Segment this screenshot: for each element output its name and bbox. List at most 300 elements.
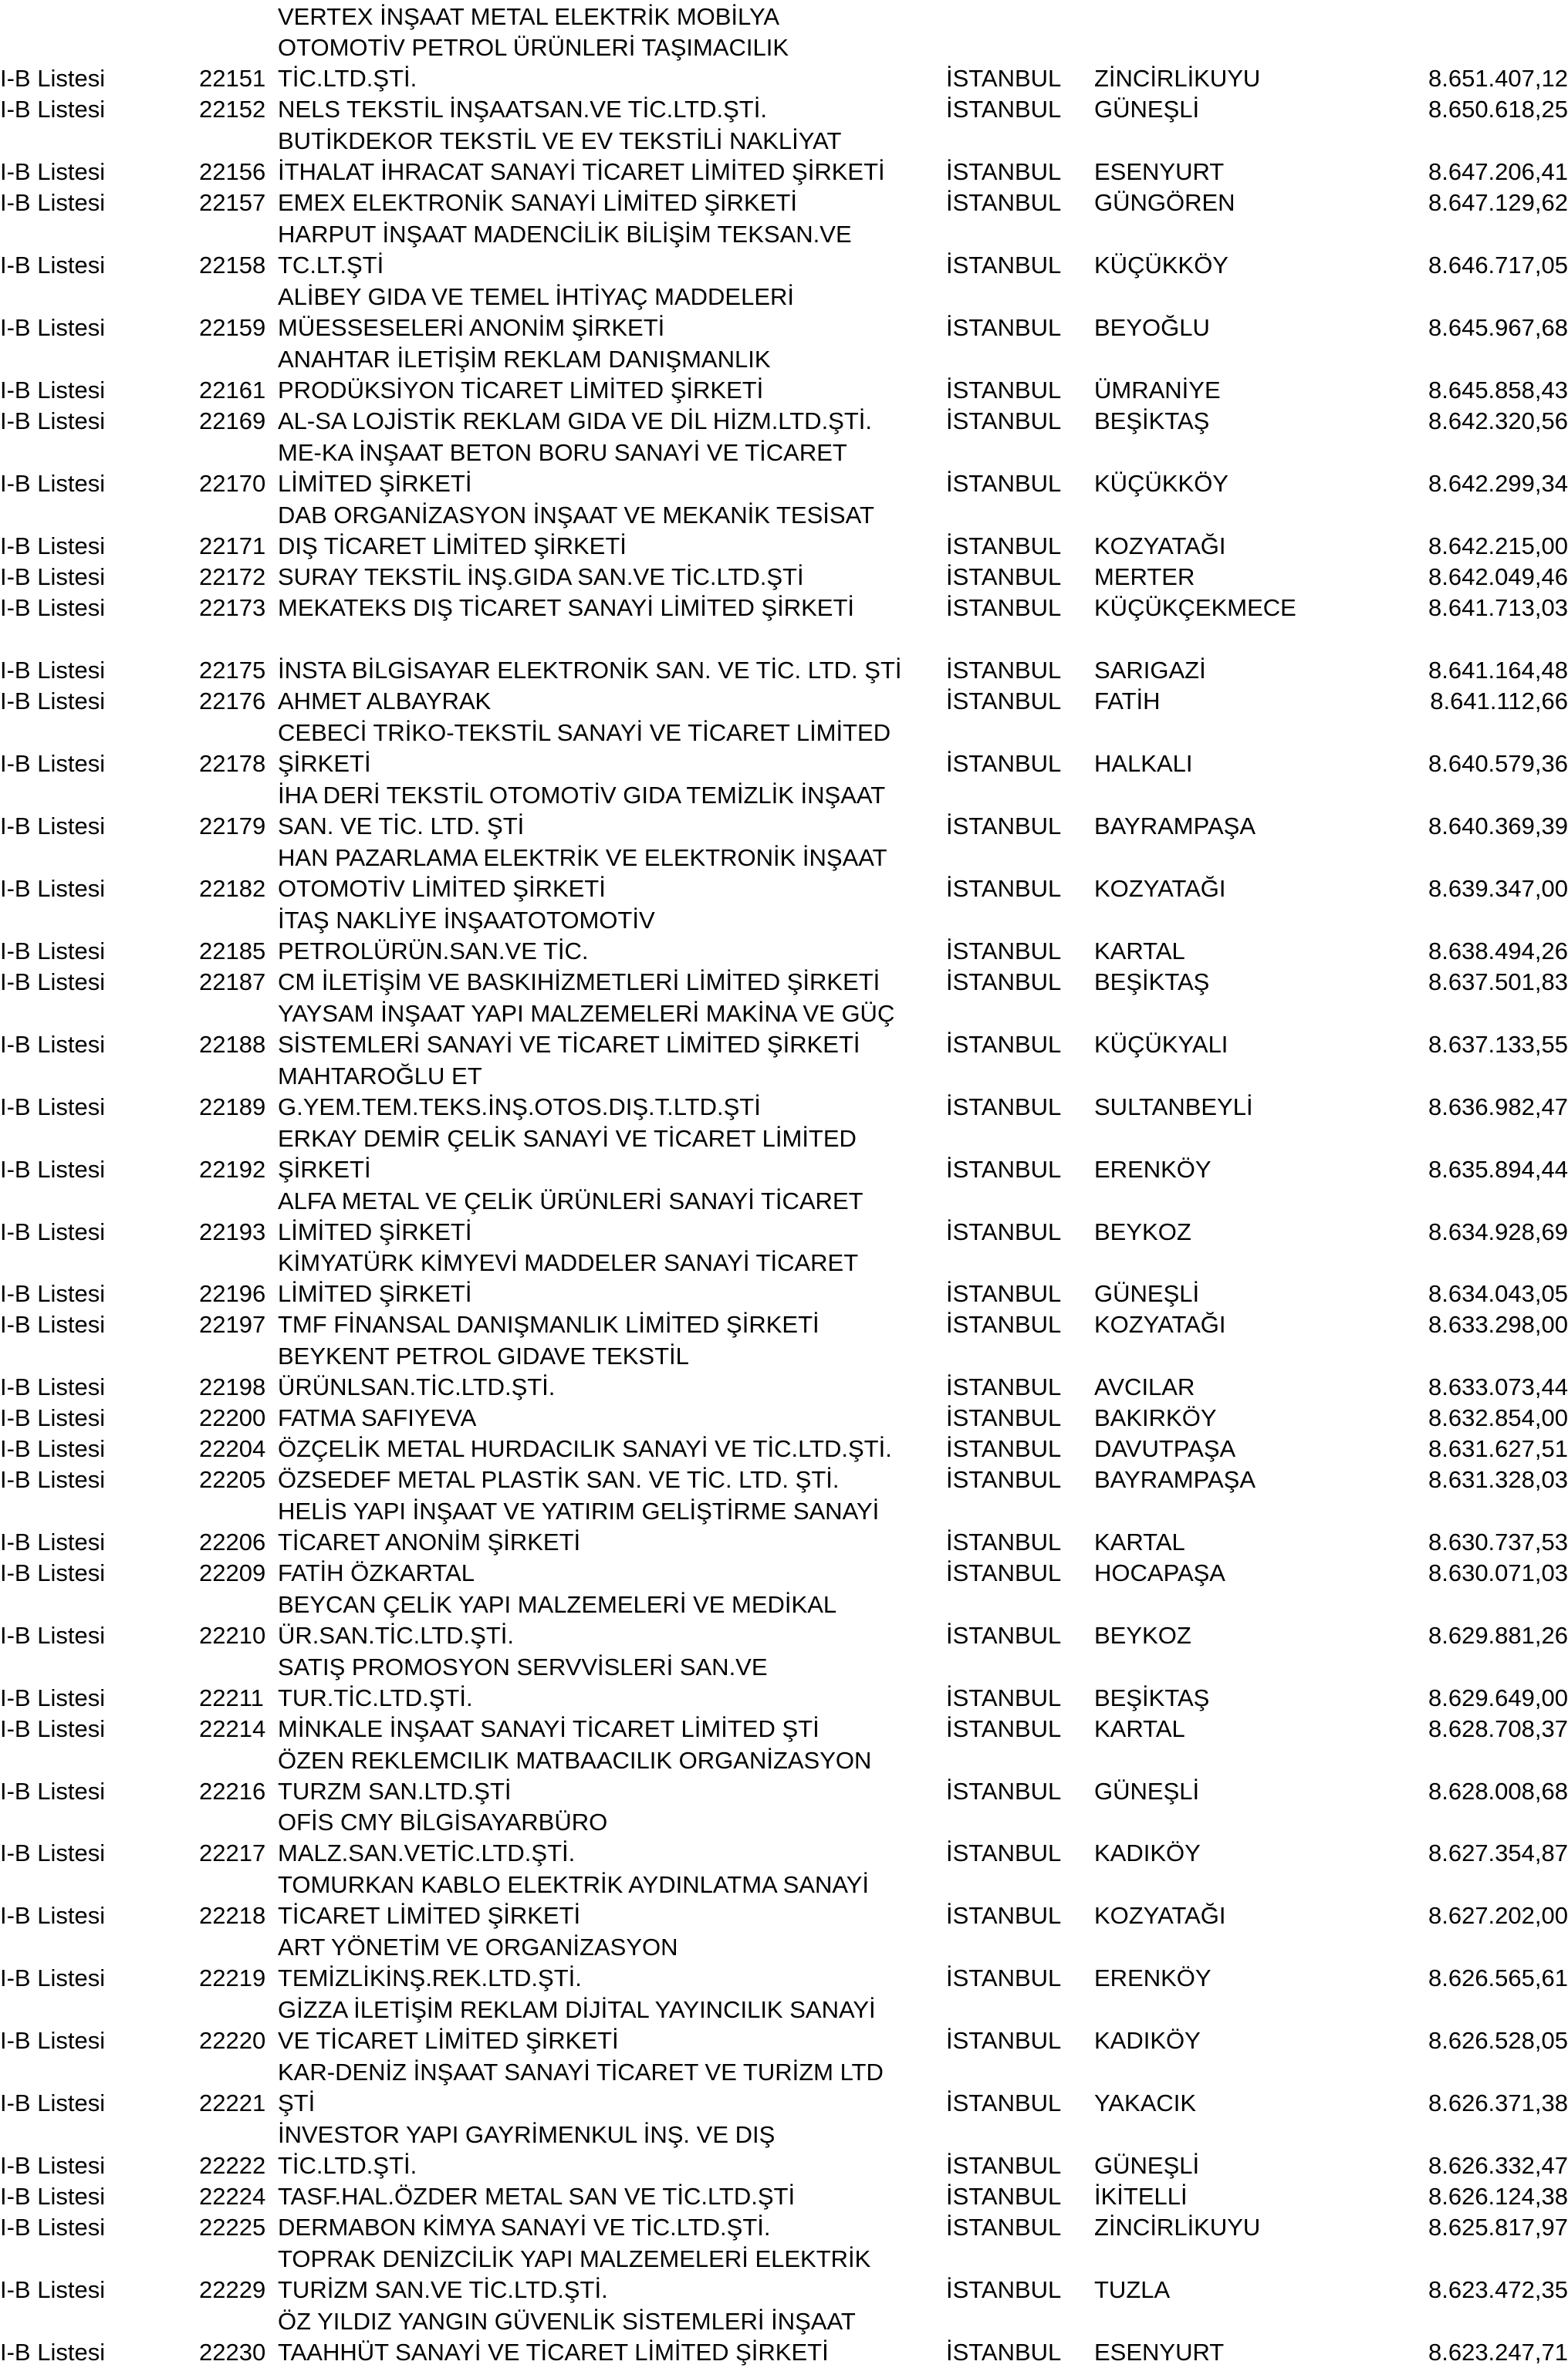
table-row bbox=[0, 780, 1568, 842]
amount-cell: 8.632.854,00 bbox=[1428, 1404, 1568, 1431]
company-name-line: SATIŞ PROMOSYON SERVVİSLERİ SAN.VE bbox=[278, 1654, 768, 1681]
list-type-cell: I-B Listesi bbox=[0, 1280, 106, 1307]
amount-cell: 8.629.649,00 bbox=[1428, 1684, 1568, 1711]
district-cell: DAVUTPAŞA bbox=[1094, 1435, 1236, 1462]
company-name-cell bbox=[278, 1464, 957, 1495]
company-name-line: ANAHTAR İLETİŞİM REKLAM DANIŞMANLIK bbox=[278, 346, 771, 373]
city-cell: İSTANBUL bbox=[946, 1156, 1062, 1183]
company-name-cell bbox=[278, 1248, 957, 1309]
company-name-cell bbox=[278, 2306, 957, 2368]
city-cell: İSTANBUL bbox=[946, 968, 1062, 995]
record-number-cell: 22197 bbox=[199, 1311, 266, 1338]
table-row bbox=[0, 1870, 1568, 1931]
city-cell: İSTANBUL bbox=[946, 812, 1062, 839]
table-row bbox=[0, 967, 1568, 998]
amount-cell: 8.642.049,46 bbox=[1428, 563, 1568, 590]
list-type-cell: I-B Listesi bbox=[0, 1404, 106, 1431]
company-name-line: TMF FİNANSAL DANIŞMANLIK LİMİTED ŞİRKETİ bbox=[278, 1311, 819, 1338]
company-name-cell bbox=[278, 1123, 957, 1185]
city-cell: İSTANBUL bbox=[946, 1964, 1062, 1991]
company-name-cell bbox=[278, 437, 957, 499]
city-cell: İSTANBUL bbox=[946, 189, 1062, 216]
amount-cell: 8.646.717,05 bbox=[1428, 252, 1568, 279]
district-cell: BEYOĞLU bbox=[1094, 314, 1210, 341]
district-cell: KOZYATAĞI bbox=[1094, 1902, 1226, 1929]
amount-cell: 8.636.982,47 bbox=[1428, 1093, 1568, 1120]
company-name-line: HELİS YAPI İNŞAAT VE YATIRIM GELİŞTİRME SANAYİ bbox=[278, 1498, 880, 1525]
company-name-line: FATMA SAFIYEVA bbox=[278, 1404, 477, 1431]
amount-cell: 8.631.627,51 bbox=[1428, 1435, 1568, 1462]
company-name-line: ALFA METAL VE ÇELİK ÜRÜNLERİ SANAYİ TİCARET bbox=[278, 1187, 863, 1214]
company-name-cell bbox=[278, 1932, 957, 1994]
record-number-cell: 22224 bbox=[199, 2183, 266, 2210]
company-name-line: ŞİRKETİ bbox=[278, 1156, 371, 1183]
company-name-cell bbox=[278, 1309, 957, 1340]
table-row bbox=[0, 1714, 1568, 1745]
table-row bbox=[0, 2120, 1568, 2181]
district-cell: GÜNEŞLİ bbox=[1094, 1778, 1200, 1805]
record-number-cell: 22182 bbox=[199, 875, 266, 902]
district-cell: KOZYATAĞI bbox=[1094, 1311, 1226, 1338]
city-cell: İSTANBUL bbox=[946, 252, 1062, 279]
list-type-cell: I-B Listesi bbox=[0, 594, 106, 621]
table-row bbox=[0, 1932, 1568, 1994]
company-name-line: SAN. VE TİC. LTD. ŞTİ bbox=[278, 812, 525, 839]
district-cell: BAYRAMPAŞA bbox=[1094, 812, 1256, 839]
city-cell: İSTANBUL bbox=[946, 407, 1062, 434]
table-row bbox=[0, 655, 1568, 686]
list-type-cell: I-B Listesi bbox=[0, 2276, 106, 2303]
record-number-cell: 22216 bbox=[199, 1778, 266, 1805]
table-row bbox=[0, 1434, 1568, 1464]
company-name-cell bbox=[278, 282, 957, 343]
list-type-cell: I-B Listesi bbox=[0, 65, 106, 92]
list-type-cell: I-B Listesi bbox=[0, 1684, 106, 1711]
company-name-line: ME-KA İNŞAAT BETON BORU SANAYİ VE TİCARET bbox=[278, 439, 847, 466]
company-name-cell bbox=[278, 998, 957, 1060]
city-cell: İSTANBUL bbox=[946, 1435, 1062, 1462]
list-type-cell: I-B Listesi bbox=[0, 1622, 106, 1649]
amount-cell: 8.630.071,03 bbox=[1428, 1559, 1568, 1586]
record-number-cell: 22225 bbox=[199, 2214, 266, 2241]
list-type-cell: I-B Listesi bbox=[0, 96, 106, 123]
record-number-cell: 22229 bbox=[199, 2276, 266, 2303]
record-number-cell: 22211 bbox=[199, 1684, 264, 1711]
company-name-line: ERKAY DEMİR ÇELİK SANAYİ VE TİCARET LİMİTED bbox=[278, 1125, 857, 1152]
district-cell: BEYKOZ bbox=[1094, 1622, 1191, 1649]
company-name-line: TURZM SAN.LTD.ŞTİ bbox=[278, 1778, 512, 1805]
record-number-cell: 22198 bbox=[199, 1373, 266, 1400]
company-name-line: ÖZÇELİK METAL HURDACILIK SANAYİ VE TİC.LTD.ŞTİ. bbox=[278, 1435, 892, 1462]
district-cell: FATİH bbox=[1094, 687, 1161, 714]
city-cell: İSTANBUL bbox=[946, 1529, 1062, 1556]
amount-cell: 8.641.112,66 bbox=[1430, 687, 1568, 714]
table-row bbox=[0, 686, 1568, 717]
record-number-cell: 22172 bbox=[199, 563, 266, 590]
company-name-line: İNSTA BİLGİSAYAR ELEKTRONİK SAN. VE TİC. LTD. ŞTİ bbox=[278, 657, 902, 684]
list-type-cell: I-B Listesi bbox=[0, 2089, 106, 2116]
list-type-cell: I-B Listesi bbox=[0, 2183, 106, 2210]
list-type-cell: I-B Listesi bbox=[0, 2214, 106, 2241]
company-name-line: HARPUT İNŞAAT MADENCİLİK BİLİŞİM TEKSAN.VE bbox=[278, 221, 852, 248]
company-name-line: ÖZEN REKLEMCILIK MATBAACILIK ORGANİZASYON bbox=[278, 1747, 872, 1774]
company-name-line: BEYKENT PETROL GIDAVE TEKSTİL bbox=[278, 1343, 689, 1370]
city-cell: İSTANBUL bbox=[946, 875, 1062, 902]
company-name-line: TİCARET LİMİTED ŞİRKETİ bbox=[278, 1902, 581, 1929]
record-number-cell: 22158 bbox=[199, 252, 266, 279]
company-name-line: TASF.HAL.ÖZDER METAL SAN VE TİC.LTD.ŞTİ bbox=[278, 2183, 796, 2210]
city-cell: İSTANBUL bbox=[946, 1466, 1062, 1493]
list-type-cell: I-B Listesi bbox=[0, 407, 106, 434]
list-type-cell: I-B Listesi bbox=[0, 1839, 106, 1866]
amount-cell: 8.645.967,68 bbox=[1428, 314, 1568, 341]
city-cell: İSTANBUL bbox=[946, 2339, 1062, 2366]
company-name-line: BUTİKDEKOR TEKSTİL VE EV TEKSTİLİ NAKLİYAT bbox=[278, 127, 842, 154]
table-row bbox=[0, 2212, 1568, 2243]
table-row bbox=[0, 562, 1568, 593]
company-name-line: TİCARET ANONİM ŞİRKETİ bbox=[278, 1529, 581, 1556]
district-cell: KÜÇÜKÇEKMECE bbox=[1094, 594, 1296, 621]
district-cell: YAKACIK bbox=[1094, 2089, 1197, 2116]
record-number-cell: 22156 bbox=[199, 158, 266, 185]
record-number-cell: 22210 bbox=[199, 1622, 266, 1649]
company-name-line: ŞİRKETİ bbox=[278, 750, 371, 777]
amount-cell: 8.650.618,25 bbox=[1428, 96, 1568, 123]
company-name-line: ÜRÜNLSAN.TİC.LTD.ŞTİ. bbox=[278, 1373, 556, 1400]
company-name-line: TC.LT.ŞTİ bbox=[278, 252, 384, 279]
record-number-cell: 22230 bbox=[199, 2339, 266, 2366]
record-number-cell: 22192 bbox=[199, 1156, 266, 1183]
table-row bbox=[0, 2057, 1568, 2119]
city-cell: İSTANBUL bbox=[946, 1778, 1062, 1805]
amount-cell: 8.623.472,35 bbox=[1428, 2276, 1568, 2303]
district-cell: MERTER bbox=[1094, 563, 1195, 590]
list-type-cell: I-B Listesi bbox=[0, 189, 106, 216]
amount-cell: 8.634.928,69 bbox=[1428, 1218, 1568, 1245]
district-cell: BAKIRKÖY bbox=[1094, 1404, 1217, 1431]
amount-cell: 8.637.133,55 bbox=[1428, 1031, 1568, 1058]
company-name-line: OFİS CMY BİLGİSAYARBÜRO bbox=[278, 1809, 608, 1836]
city-cell: İSTANBUL bbox=[946, 1559, 1062, 1586]
table-row bbox=[0, 1558, 1568, 1589]
city-cell: İSTANBUL bbox=[946, 1373, 1062, 1400]
company-name-cell bbox=[278, 1745, 957, 1807]
amount-cell: 8.629.881,26 bbox=[1428, 1622, 1568, 1649]
district-cell: KÜÇÜKKÖY bbox=[1094, 470, 1228, 497]
amount-cell: 8.633.073,44 bbox=[1428, 1373, 1568, 1400]
company-name-line: MEKATEKS DIŞ TİCARET SANAYİ LİMİTED ŞİRKETİ bbox=[278, 594, 855, 621]
company-name-cell bbox=[278, 1061, 957, 1123]
amount-cell: 8.641.713,03 bbox=[1428, 594, 1568, 621]
district-cell: KARTAL bbox=[1094, 937, 1185, 964]
list-type-cell: I-B Listesi bbox=[0, 2152, 106, 2179]
company-name-cell bbox=[278, 187, 957, 218]
company-name-line: HAN PAZARLAMA ELEKTRİK VE ELEKTRONİK İNŞAAT bbox=[278, 844, 887, 871]
amount-cell: 8.642.320,56 bbox=[1428, 407, 1568, 434]
record-number-cell: 22173 bbox=[199, 594, 266, 621]
company-name-cell bbox=[278, 2057, 957, 2119]
company-name-cell bbox=[278, 562, 957, 593]
company-name-line: CM İLETİŞİM VE BASKIHİZMETLERİ LİMİTED ŞİRKETİ bbox=[278, 968, 880, 995]
district-cell: ZİNCİRLİKUYU bbox=[1094, 65, 1261, 92]
district-cell: İKİTELLİ bbox=[1094, 2183, 1188, 2210]
district-cell: GÜNEŞLİ bbox=[1094, 1280, 1200, 1307]
record-number-cell: 22209 bbox=[199, 1559, 266, 1586]
company-name-cell bbox=[278, 94, 957, 125]
city-cell: İSTANBUL bbox=[946, 750, 1062, 777]
company-name-line: TİC.LTD.ŞTİ. bbox=[278, 2152, 417, 2179]
company-name-line: VERTEX İNŞAAT METAL ELEKTRİK MOBİLYA bbox=[278, 3, 780, 30]
table-row bbox=[0, 2306, 1568, 2368]
table-row bbox=[0, 593, 1568, 623]
city-cell: İSTANBUL bbox=[946, 96, 1062, 123]
table-row bbox=[0, 344, 1568, 406]
company-name-cell bbox=[278, 593, 957, 623]
city-cell: İSTANBUL bbox=[946, 1622, 1062, 1649]
list-type-cell: I-B Listesi bbox=[0, 314, 106, 341]
amount-cell: 8.638.494,26 bbox=[1428, 937, 1568, 964]
city-cell: İSTANBUL bbox=[946, 1280, 1062, 1307]
table-row bbox=[0, 1745, 1568, 1807]
city-cell: İSTANBUL bbox=[946, 937, 1062, 964]
amount-cell: 8.626.528,05 bbox=[1428, 2027, 1568, 2054]
company-name-cell bbox=[278, 1589, 957, 1651]
company-name-cell bbox=[278, 1341, 957, 1403]
amount-cell: 8.642.215,00 bbox=[1428, 532, 1568, 559]
company-name-line: MALZ.SAN.VETİC.LTD.ŞTİ. bbox=[278, 1839, 576, 1866]
record-number-cell: 22221 bbox=[199, 2089, 266, 2116]
record-number-cell: 22222 bbox=[199, 2152, 266, 2179]
table-row bbox=[0, 1464, 1568, 1495]
amount-cell: 8.634.043,05 bbox=[1428, 1280, 1568, 1307]
city-cell: İSTANBUL bbox=[946, 1218, 1062, 1245]
company-name-line: ART YÖNETİM VE ORGANİZASYON bbox=[278, 1934, 678, 1961]
company-name-line: ÖZSEDEF METAL PLASTİK SAN. VE TİC. LTD. ŞTİ. bbox=[278, 1466, 840, 1493]
city-cell: İSTANBUL bbox=[946, 2027, 1062, 2054]
company-name-line: KAR-DENİZ İNŞAAT SANAYİ TİCARET VE TURİZM LTD bbox=[278, 2059, 884, 2086]
district-cell: ERENKÖY bbox=[1094, 1156, 1211, 1183]
record-number-cell: 22171 bbox=[199, 532, 266, 559]
amount-cell: 8.651.407,12 bbox=[1428, 65, 1568, 92]
company-name-line: CEBECİ TRİKO-TEKSTİL SANAYİ VE TİCARET LİMİTED bbox=[278, 719, 891, 746]
company-name-cell bbox=[278, 1714, 957, 1745]
city-cell: İSTANBUL bbox=[946, 470, 1062, 497]
amount-cell: 8.635.894,44 bbox=[1428, 1156, 1568, 1183]
record-number-cell: 22176 bbox=[199, 687, 266, 714]
company-name-cell bbox=[278, 1434, 957, 1464]
list-type-cell: I-B Listesi bbox=[0, 750, 106, 777]
table-row bbox=[0, 406, 1568, 437]
company-name-line: ÖZ YILDIZ YANGIN GÜVENLİK SİSTEMLERİ İNŞAAT bbox=[278, 2308, 856, 2335]
company-name-line: YAYSAM İNŞAAT YAPI MALZEMELERİ MAKİNA VE GÜÇ bbox=[278, 1000, 895, 1027]
amount-cell: 8.639.347,00 bbox=[1428, 875, 1568, 902]
table-row bbox=[0, 126, 1568, 187]
company-name-cell bbox=[278, 2120, 957, 2181]
list-type-cell: I-B Listesi bbox=[0, 687, 106, 714]
amount-cell: 8.640.579,36 bbox=[1428, 750, 1568, 777]
record-number-cell: 22218 bbox=[199, 1902, 266, 1929]
table-row bbox=[0, 1403, 1568, 1434]
company-name-cell bbox=[278, 655, 957, 686]
list-type-cell: I-B Listesi bbox=[0, 2339, 106, 2366]
record-number-cell: 22214 bbox=[199, 1715, 266, 1742]
list-type-cell: I-B Listesi bbox=[0, 875, 106, 902]
company-name-cell bbox=[278, 500, 957, 562]
table-row bbox=[0, 437, 1568, 499]
city-cell: İSTANBUL bbox=[946, 563, 1062, 590]
district-cell: BAYRAMPAŞA bbox=[1094, 1466, 1256, 1493]
city-cell: İSTANBUL bbox=[946, 377, 1062, 404]
record-number-cell: 22205 bbox=[199, 1466, 266, 1493]
amount-cell: 8.641.164,48 bbox=[1428, 657, 1568, 684]
company-name-line: TAAHHÜT SANAYİ VE TİCARET LİMİTED ŞİRKETİ bbox=[278, 2339, 829, 2366]
city-cell: İSTANBUL bbox=[946, 1404, 1062, 1431]
amount-cell: 8.647.206,41 bbox=[1428, 158, 1568, 185]
company-name-line: TİC.LTD.ŞTİ. bbox=[278, 65, 417, 92]
list-type-cell: I-B Listesi bbox=[0, 1373, 106, 1400]
company-name-cell bbox=[278, 2244, 957, 2306]
table-row bbox=[0, 718, 1568, 779]
table-row bbox=[0, 1652, 1568, 1714]
city-cell: İSTANBUL bbox=[946, 2276, 1062, 2303]
district-cell: KADIKÖY bbox=[1094, 2027, 1201, 2054]
table-row bbox=[0, 1995, 1568, 2056]
company-name-line: ŞTİ bbox=[278, 2089, 316, 2116]
list-type-cell: I-B Listesi bbox=[0, 1902, 106, 1929]
district-cell: KARTAL bbox=[1094, 1529, 1185, 1556]
district-cell: HALKALI bbox=[1094, 750, 1193, 777]
record-number-cell: 22178 bbox=[199, 750, 266, 777]
table-row bbox=[0, 1123, 1568, 1185]
district-cell: ÜMRANİYE bbox=[1094, 377, 1221, 404]
city-cell: İSTANBUL bbox=[946, 2183, 1062, 2210]
list-type-cell: I-B Listesi bbox=[0, 532, 106, 559]
company-name-cell bbox=[278, 1652, 957, 1714]
record-number-cell: 22220 bbox=[199, 2027, 266, 2054]
list-type-cell: I-B Listesi bbox=[0, 1031, 106, 1058]
list-type-cell: I-B Listesi bbox=[0, 937, 106, 964]
company-name-line: VE TİCARET LİMİTED ŞİRKETİ bbox=[278, 2027, 619, 2054]
district-cell: BEŞİKTAŞ bbox=[1094, 407, 1210, 434]
table-row bbox=[0, 2181, 1568, 2212]
company-name-line: AL-SA LOJİSTİK REKLAM GIDA VE DİL HİZM.LTD.ŞTİ. bbox=[278, 407, 873, 434]
company-name-cell bbox=[278, 2212, 957, 2243]
company-name-cell bbox=[278, 843, 957, 904]
table-row bbox=[0, 219, 1568, 281]
company-name-cell bbox=[278, 1558, 957, 1589]
list-type-cell: I-B Listesi bbox=[0, 470, 106, 497]
company-name-cell bbox=[278, 2, 957, 94]
amount-cell: 8.645.858,43 bbox=[1428, 377, 1568, 404]
record-number-cell: 22204 bbox=[199, 1435, 266, 1462]
company-name-cell bbox=[278, 905, 957, 967]
list-type-cell: I-B Listesi bbox=[0, 252, 106, 279]
list-type-cell: I-B Listesi bbox=[0, 563, 106, 590]
amount-cell: 8.623.247,71 bbox=[1428, 2339, 1568, 2366]
list-type-cell: I-B Listesi bbox=[0, 1559, 106, 1586]
company-name-line: OTOMOTİV LİMİTED ŞİRKETİ bbox=[278, 875, 606, 902]
district-cell: BEŞİKTAŞ bbox=[1094, 968, 1210, 995]
company-name-line: PETROLÜRÜN.SAN.VE TİC. bbox=[278, 937, 589, 964]
record-number-cell: 22206 bbox=[199, 1529, 266, 1556]
record-number-cell: 22175 bbox=[199, 657, 266, 684]
record-number-cell: 22169 bbox=[199, 407, 266, 434]
amount-cell: 8.633.298,00 bbox=[1428, 1311, 1568, 1338]
company-name-line: ALİBEY GIDA VE TEMEL İHTİYAÇ MADDELERİ bbox=[278, 283, 794, 310]
list-type-cell: I-B Listesi bbox=[0, 2027, 106, 2054]
record-number-cell: 22157 bbox=[199, 189, 266, 216]
company-name-cell bbox=[278, 126, 957, 187]
district-cell: HOCAPAŞA bbox=[1094, 1559, 1225, 1586]
company-name-line: TOMURKAN KABLO ELEKTRİK AYDINLATMA SANAYİ bbox=[278, 1871, 870, 1898]
company-name-cell bbox=[278, 2181, 957, 2212]
amount-cell: 8.626.371,38 bbox=[1428, 2089, 1568, 2116]
record-number-cell: 22179 bbox=[199, 812, 266, 839]
amount-cell: 8.626.332,47 bbox=[1428, 2152, 1568, 2179]
city-cell: İSTANBUL bbox=[946, 594, 1062, 621]
list-type-cell: I-B Listesi bbox=[0, 1093, 106, 1120]
district-cell: KOZYATAĞI bbox=[1094, 875, 1226, 902]
record-number-cell: 22219 bbox=[199, 1964, 266, 1991]
table-row bbox=[0, 1589, 1568, 1651]
record-number-cell: 22151 bbox=[199, 65, 266, 92]
list-type-cell: I-B Listesi bbox=[0, 1435, 106, 1462]
company-name-line: NELS TEKSTİL İNŞAATSAN.VE TİC.LTD.ŞTİ. bbox=[278, 96, 767, 123]
table-row bbox=[0, 1061, 1568, 1123]
company-name-line: GİZZA İLETİŞİM REKLAM DİJİTAL YAYINCILIK SANAYİ bbox=[278, 1996, 876, 2023]
company-name-line: TOPRAK DENİZCİLİK YAPI MALZEMELERİ ELEKTRİK bbox=[278, 2245, 871, 2272]
list-type-cell: I-B Listesi bbox=[0, 377, 106, 404]
record-number-cell: 22217 bbox=[199, 1839, 266, 1866]
city-cell: İSTANBUL bbox=[946, 1715, 1062, 1742]
list-type-cell: I-B Listesi bbox=[0, 1529, 106, 1556]
city-cell: İSTANBUL bbox=[946, 158, 1062, 185]
company-name-cell bbox=[278, 1186, 957, 1248]
table-row bbox=[0, 1309, 1568, 1340]
district-cell: KÜÇÜKKÖY bbox=[1094, 252, 1228, 279]
amount-cell: 8.642.299,34 bbox=[1428, 470, 1568, 497]
list-type-cell: I-B Listesi bbox=[0, 158, 106, 185]
table-row bbox=[0, 187, 1568, 218]
company-name-line: EMEX ELEKTRONİK SANAYİ LİMİTED ŞİRKETİ bbox=[278, 189, 797, 216]
record-number-cell: 22152 bbox=[199, 96, 266, 123]
record-number-cell: 22161 bbox=[199, 377, 266, 404]
company-name-cell bbox=[278, 344, 957, 406]
district-cell: GÜNEŞLİ bbox=[1094, 2152, 1200, 2179]
city-cell: İSTANBUL bbox=[946, 687, 1062, 714]
company-name-cell bbox=[278, 1870, 957, 1931]
list-type-cell: I-B Listesi bbox=[0, 968, 106, 995]
company-name-line: İNVESTOR YAPI GAYRİMENKUL İNŞ. VE DIŞ bbox=[278, 2121, 776, 2148]
amount-cell: 8.628.708,37 bbox=[1428, 1715, 1568, 1742]
amount-cell: 8.630.737,53 bbox=[1428, 1529, 1568, 1556]
company-name-cell bbox=[278, 1807, 957, 1869]
table-row bbox=[0, 1807, 1568, 1869]
district-cell: SULTANBEYLİ bbox=[1094, 1093, 1253, 1120]
list-type-cell: I-B Listesi bbox=[0, 1311, 106, 1338]
city-cell: İSTANBUL bbox=[946, 1031, 1062, 1058]
table-row bbox=[0, 282, 1568, 343]
list-type-cell: I-B Listesi bbox=[0, 1715, 106, 1742]
amount-cell: 8.627.202,00 bbox=[1428, 1902, 1568, 1929]
company-name-line: DIŞ TİCARET LİMİTED ŞİRKETİ bbox=[278, 532, 627, 559]
list-type-cell: I-B Listesi bbox=[0, 1466, 106, 1493]
record-number-cell: 22200 bbox=[199, 1404, 266, 1431]
company-name-line: LİMİTED ŞİRKETİ bbox=[278, 470, 472, 497]
record-number-cell: 22187 bbox=[199, 968, 266, 995]
record-number-cell: 22188 bbox=[199, 1031, 266, 1058]
table-row bbox=[0, 1186, 1568, 1248]
